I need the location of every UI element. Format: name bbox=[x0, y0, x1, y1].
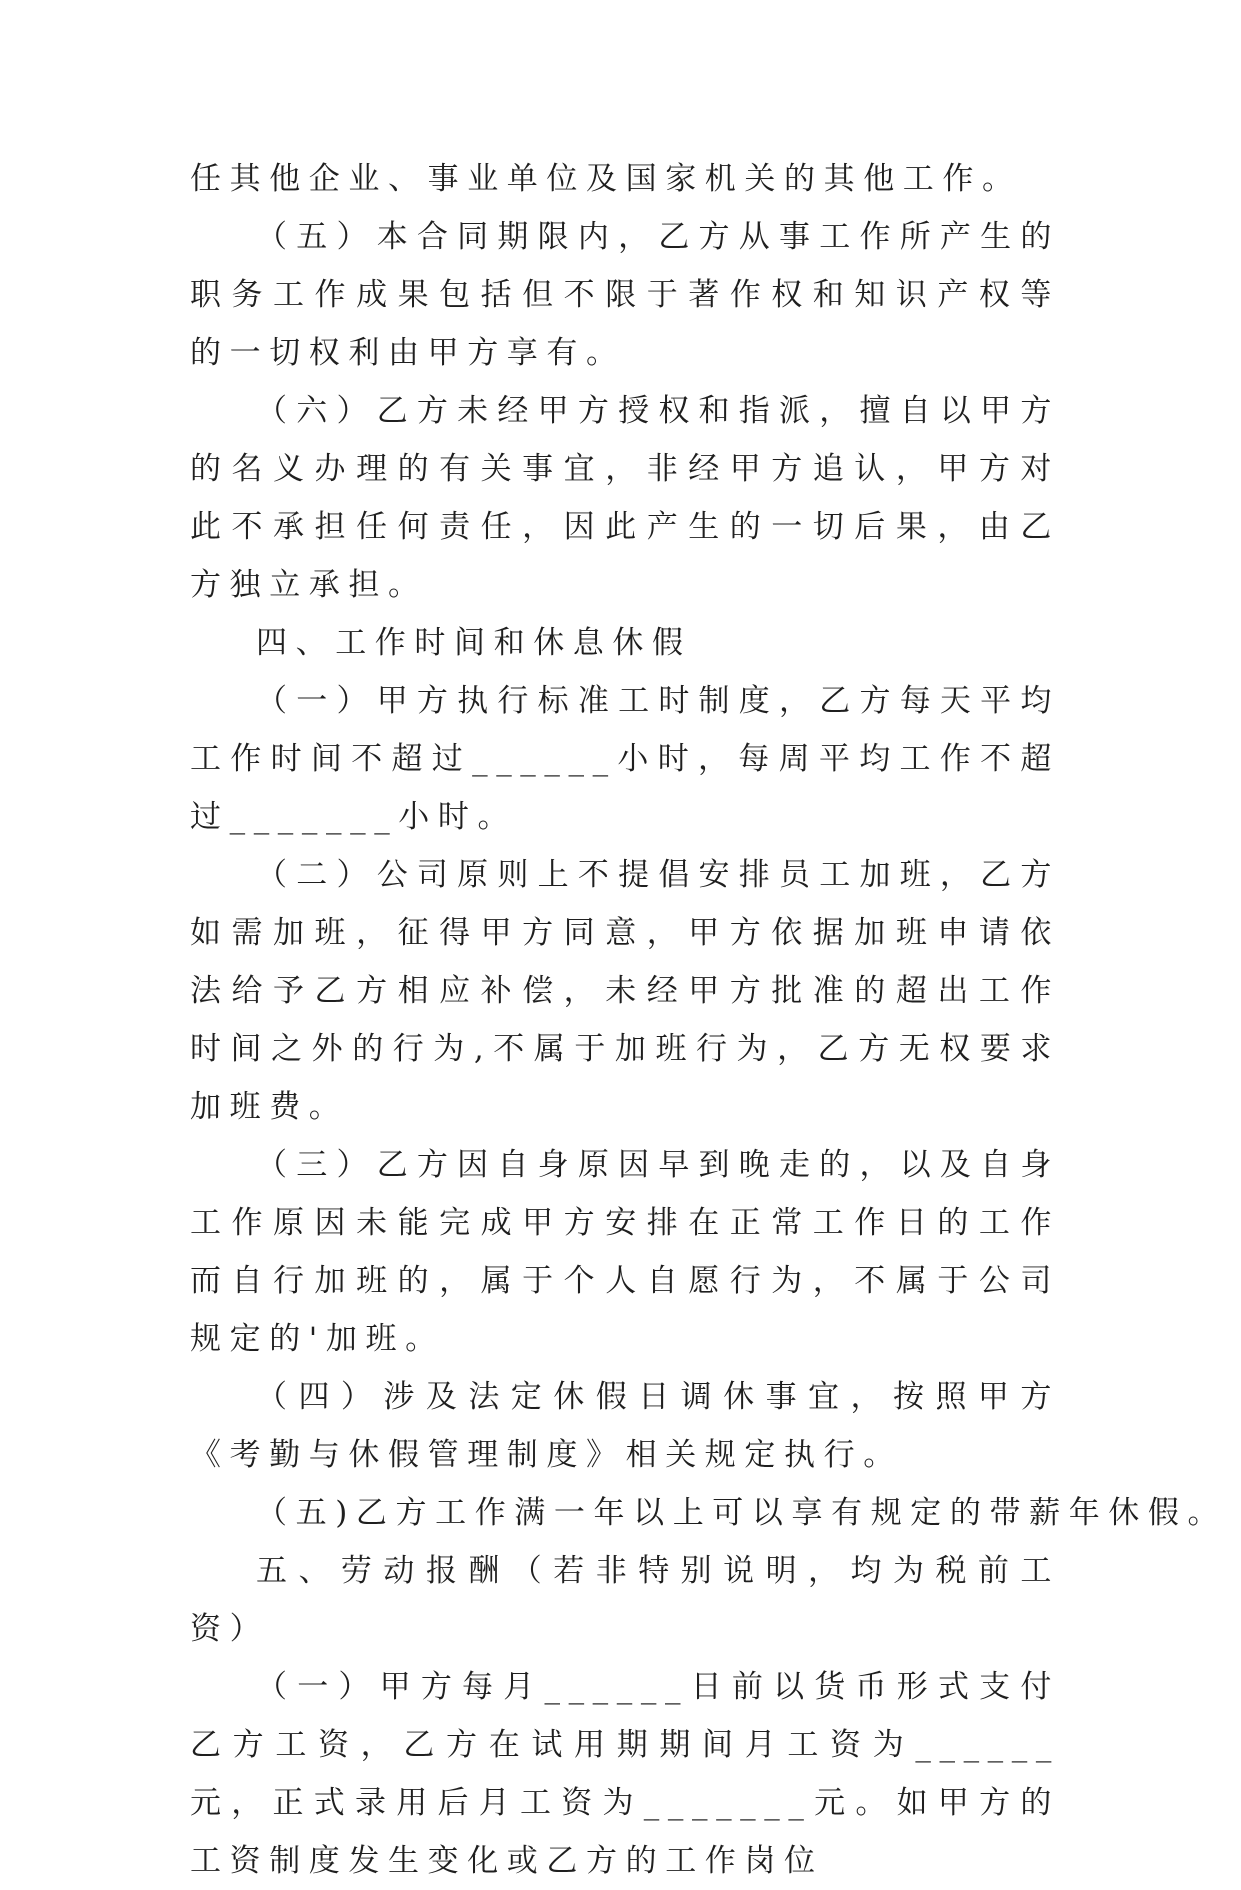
paragraph-continued-clause: 任其他企业、事业单位及国家机关的其他工作。 bbox=[190, 161, 1022, 197]
paragraph-clause-6-unauthorized-acts: （六）乙方未经甲方授权和指派，擅自以甲方的名义办理的有关事宜，非经甲方追认，甲方对此不承担任何责任，因此产生的一切后果，由乙方独立承担。 bbox=[190, 393, 1060, 603]
paragraph-working-hours-5-annual-leave: （五)乙方工作满一年以上可以享有规定的带薪年休假。 bbox=[256, 1495, 1228, 1531]
section-heading-working-hours: 四、工作时间和休息休假 bbox=[256, 625, 692, 661]
paragraph-clause-5-work-results: （五）本合同期限内，乙方从事工作所产生的职务工作成果包括但不限于著作权和知识产权等的一切权利由甲方享有。 bbox=[190, 219, 1060, 371]
paragraph-working-hours-1: （一）甲方执行标准工时制度，乙方每天平均工作时间不超过______小时，每周平均工作不超过_______小时。 bbox=[190, 683, 1060, 835]
paragraph-working-hours-2-overtime: （二）公司原则上不提倡安排员工加班，乙方如需加班，征得甲方同意，甲方依据加班申请依法给予乙方相应补偿，未经甲方批准的超出工作时间之外的行为,不属于加班行为，乙方无权要求加班费。 bbox=[190, 857, 1060, 1125]
document-body bbox=[190, 150, 1228, 1890]
paragraph-working-hours-3-voluntary: （三）乙方因自身原因早到晚走的，以及自身工作原因未能完成甲方安排在正常工作日的工作而自行加班的，属于个人自愿行为，不属于公司规定的'加班。 bbox=[190, 1147, 1060, 1357]
paragraph-remuneration-1-salary: （一）甲方每月______日前以货币形式支付乙方工资，乙方在试用期期间月工资为______元，正式录用后月工资为_______元。如甲方的工资制度发生变化或乙方的工作岗位 bbox=[190, 1669, 1060, 1879]
section-heading-remuneration: 五、劳动报酬（若非特别说明，均为税前工资） bbox=[190, 1553, 1060, 1647]
paragraph-working-hours-4-holidays: （四）涉及法定休假日调休事宜，按照甲方《考勤与休假管理制度》相关规定执行。 bbox=[190, 1379, 1060, 1473]
